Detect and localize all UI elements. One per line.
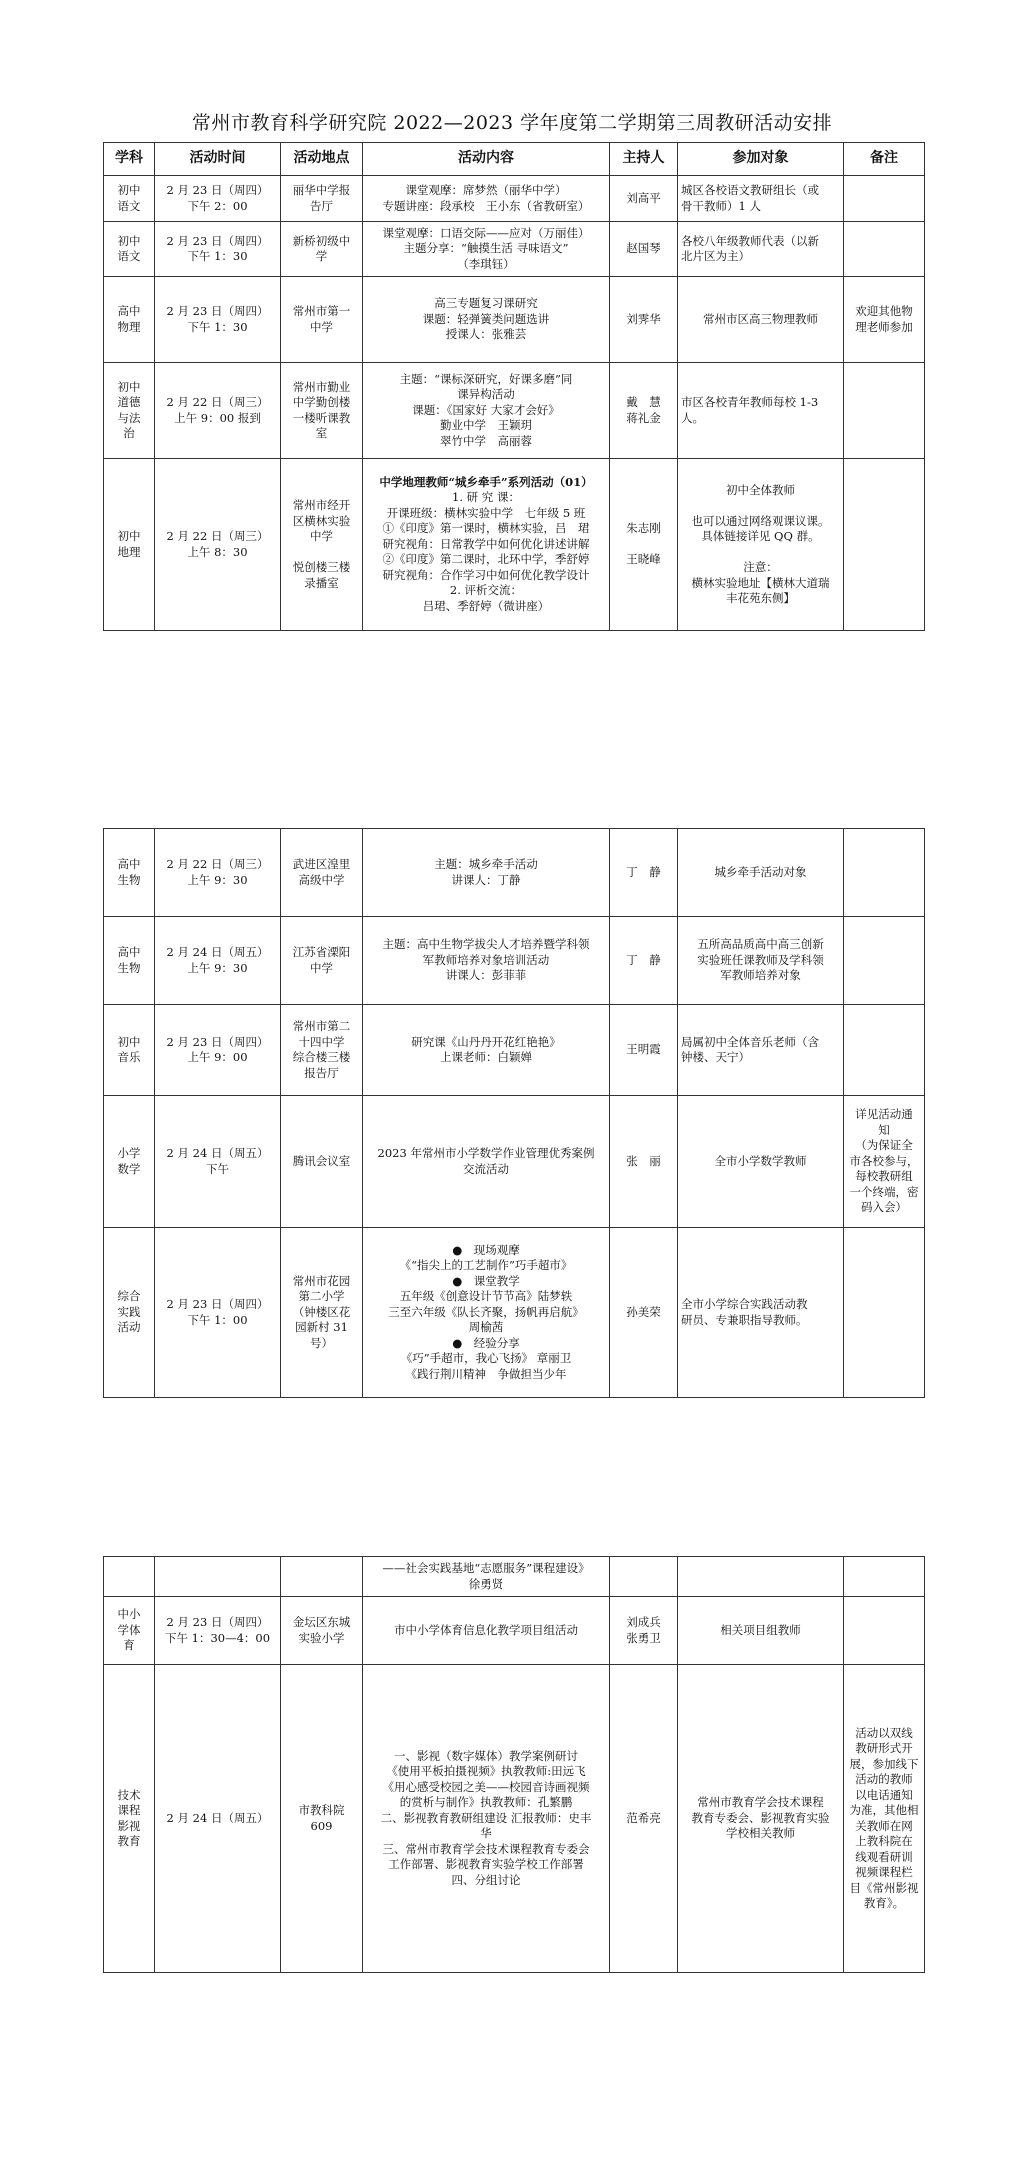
- cell-content: 主题：高中生物学拔尖人才培养暨学科领 军教师培养对象培训活动 讲课人：彭菲菲: [363, 917, 610, 1005]
- cell-subject: 高中 生物: [104, 917, 155, 1005]
- cell-place: 常州市花园 第二小学 （钟楼区花 园新村 31 号）: [281, 1228, 363, 1398]
- table-row: [104, 176, 925, 222]
- cell-host: 朱志刚 王晓峰: [610, 459, 678, 631]
- cell-note: [844, 1228, 925, 1398]
- cell-place: 常州市第一 中学: [281, 277, 363, 363]
- cell-time: 2 月 24 日（周五） 上午 9：30: [155, 917, 281, 1005]
- cell-time: 2 月 24 日（周五）: [155, 1665, 281, 1973]
- cell-content: ● 现场观摩 《“指尖上的工艺制作”巧手超市》 ● 课堂教学 五年级《创意设计节节高》陆梦轶 三至六年级《队长齐聚，扬帆再启航》 周榆茜 ● 经验分享 《巧”手超市，我心飞扬》 章丽卫 《践行荆川精神 争做担当少年: [363, 1228, 610, 1398]
- table-row: [104, 459, 925, 631]
- cell-time: [155, 1557, 281, 1597]
- table-row: [104, 917, 925, 1005]
- cell-content: 高三专题复习课研究 课题：轻弹簧类问题选讲 授课人：张雅芸: [363, 277, 610, 363]
- cell-target: 市区各校青年教师每校 1-3 人。: [678, 363, 844, 459]
- cell-time: 2 月 23 日（周四） 下午 1：30—4：00: [155, 1597, 281, 1665]
- header-time: 活动时间: [155, 143, 281, 176]
- table-row: [104, 363, 925, 459]
- cell-note: 详见活动通 知 （为保证全 市各校参与， 每校教研组 一个终端，密 码入会）: [844, 1096, 925, 1228]
- cell-subject: 初中 语文: [104, 176, 155, 222]
- cell-host: [610, 1557, 678, 1597]
- cell-target: 局属初中全体音乐老师（含 钟楼、天宁）: [678, 1005, 844, 1096]
- header-subject: 学科: [104, 143, 155, 176]
- cell-subject: [104, 1557, 155, 1597]
- header-note: 备注: [844, 143, 925, 176]
- cell-host: 刘高平: [610, 176, 678, 222]
- cell-target: 相关项目组教师: [678, 1597, 844, 1665]
- cell-subject: 高中 生物: [104, 829, 155, 917]
- cell-place: 市教科院 609: [281, 1665, 363, 1973]
- cell-time: 2 月 22 日（周三） 上午 9：00 报到: [155, 363, 281, 459]
- cell-note: 欢迎其他物 理老师参加: [844, 277, 925, 363]
- cell-host: 张 丽: [610, 1096, 678, 1228]
- cell-content: 一、影视（数字媒体）教学案例研讨 《使用平板拍摄视频》执教教师:田远飞 《用心感受校园之美——校园音诗画视频 的赏析与制作》执教教师：孔繁鹏 二、影视教育教研组建设 汇报教师：史丰 华 三、常州市教育学会技术课程教育专委会 工作部署、影视教育实验学校工作部署 四、分组讨论: [363, 1665, 610, 1973]
- cell-note: 活动以双线 教研形式开 展，参加线下 活动的教师 以电话通知 为准，其他相 关教师在网 上教科院在 线观看研训 视频课程栏 目《常州影视 教育》。: [844, 1665, 925, 1973]
- table-row: [104, 222, 925, 277]
- cell-subject: 高中 物理: [104, 277, 155, 363]
- table-header-row: [104, 143, 925, 176]
- cell-subject: 初中 地理: [104, 459, 155, 631]
- cell-host: 刘霁华: [610, 277, 678, 363]
- cell-place: 金坛区东城 实验小学: [281, 1597, 363, 1665]
- table-row: [104, 1096, 925, 1228]
- cell-time: 2 月 24 日（周五） 下午: [155, 1096, 281, 1228]
- table-row: [104, 1005, 925, 1096]
- cell-content: 课堂观摩：口语交际——应对（万丽佳） 主题分享：“触摸生活 寻味语文” （李琪钰）: [363, 222, 610, 277]
- header-place: 活动地点: [281, 143, 363, 176]
- cell-place: 常州市经开 区横林实验 中学 悦创楼三楼 录播室: [281, 459, 363, 631]
- header-target: 参加对象: [678, 143, 844, 176]
- cell-subject: 初中 道德 与法 治: [104, 363, 155, 459]
- cell-time: 2 月 23 日（周四） 下午 1：30: [155, 222, 281, 277]
- cell-time: 2 月 23 日（周四） 下午 1：30: [155, 277, 281, 363]
- cell-place: 新桥初级中 学: [281, 222, 363, 277]
- cell-content: 主题：“课标深研究，好课多磨”同 课异构活动 课题：《国家好 大家才会好》 勤业中学 王颖玥 翠竹中学 高丽蓉: [363, 363, 610, 459]
- cell-host: 丁 静: [610, 829, 678, 917]
- table-row: [104, 1228, 925, 1398]
- cell-subject: 初中 音乐: [104, 1005, 155, 1096]
- cell-target: 全市小学数学教师: [678, 1096, 844, 1228]
- cell-note: [844, 1005, 925, 1096]
- cell-place: 武进区湟里 高级中学: [281, 829, 363, 917]
- activity-series-title: 中学地理教师“城乡牵手”系列活动（01）: [379, 474, 593, 489]
- schedule-table-page3: [103, 1556, 925, 1973]
- cell-note: [844, 1597, 925, 1665]
- cell-host: 孙美荣: [610, 1228, 678, 1398]
- cell-content: 课堂观摩：席梦然（丽华中学） 专题讲座：段承校 王小东（省教研室）: [363, 176, 610, 222]
- cell-note: [844, 459, 925, 631]
- cell-note: [844, 917, 925, 1005]
- cell-target: 城区各校语文教研组长（或 骨干教师）1 人: [678, 176, 844, 222]
- schedule-table-page2: [103, 828, 925, 1398]
- cell-place: 江苏省溧阳 中学: [281, 917, 363, 1005]
- header-host: 主持人: [610, 143, 678, 176]
- cell-place: [281, 1557, 363, 1597]
- cell-subject: 综合 实践 活动: [104, 1228, 155, 1398]
- cell-target: [678, 1557, 844, 1597]
- table-row: [104, 277, 925, 363]
- cell-place: 腾讯会议室: [281, 1096, 363, 1228]
- cell-content: 中学地理教师“城乡牵手”系列活动（01） 1. 研 究 课： 开课班级：横林实验中学 七年级 5 班 ①《印度》第一课时，横林实验，吕 珺 研究视角：日常教学中如何优化讲述讲解 ②《印度》第二课时，北环中学，季舒婷 研究视角：合作学习中如何优化教学设计 2. 评析交流： 吕珺、季舒婷（微讲座）: [363, 459, 610, 631]
- cell-note: [844, 363, 925, 459]
- cell-time: 2 月 22 日（周三） 上午 8：30: [155, 459, 281, 631]
- cell-note: [844, 1557, 925, 1597]
- table-row: [104, 1665, 925, 1973]
- cell-content: 研究课《山丹丹开花红艳艳》 上课老师：白颖婵: [363, 1005, 610, 1096]
- table-row: [104, 1557, 925, 1597]
- cell-host: 赵国琴: [610, 222, 678, 277]
- cell-content: 2023 年常州市小学数学作业管理优秀案例 交流活动: [363, 1096, 610, 1228]
- cell-note: [844, 176, 925, 222]
- cell-content: 市中小学体育信息化教学项目组活动: [363, 1597, 610, 1665]
- cell-content: ——社会实践基地“志愿服务”课程建设》 徐勇贤: [363, 1557, 610, 1597]
- page-title: 常州市教育科学研究院 2022—2023 学年度第二学期第三周教研活动安排: [191, 112, 833, 134]
- cell-target: 初中全体教师 也可以通过网络观课议课。 具体链接详见 QQ 群。 注意： 横林实验地址【横林大道瑞 丰花苑东侧】: [678, 459, 844, 631]
- cell-host: 王明霞: [610, 1005, 678, 1096]
- cell-place: 常州市第二 十四中学 综合楼三楼 报告厅: [281, 1005, 363, 1096]
- cell-subject: 中小 学体 育: [104, 1597, 155, 1665]
- cell-host: 刘成兵 张勇卫: [610, 1597, 678, 1665]
- cell-target: 全市小学综合实践活动教 研员、专兼职指导教师。: [678, 1228, 844, 1398]
- cell-content: 主题：城乡牵手活动 讲课人：丁静: [363, 829, 610, 917]
- cell-host: 戴 慧 蒋礼金: [610, 363, 678, 459]
- cell-host: 范希亮: [610, 1665, 678, 1973]
- cell-target: 城乡牵手活动对象: [678, 829, 844, 917]
- cell-time: 2 月 23 日（周四） 上午 9：00: [155, 1005, 281, 1096]
- cell-host: 丁 静: [610, 917, 678, 1005]
- table-row: [104, 829, 925, 917]
- cell-target: 五所高品质高中高三创新 实验班任课教师及学科领 军教师培养对象: [678, 917, 844, 1005]
- schedule-table-page1: [103, 142, 925, 631]
- cell-note: [844, 222, 925, 277]
- cell-place: 常州市勤业 中学勤创楼 一楼听课教 室: [281, 363, 363, 459]
- cell-target: 常州市教育学会技术课程 教育专委会、影视教育实验 学校相关教师: [678, 1665, 844, 1973]
- cell-target: 各校八年级教师代表（以新 北片区为主）: [678, 222, 844, 277]
- cell-place: 丽华中学报 告厅: [281, 176, 363, 222]
- cell-subject: 初中 语文: [104, 222, 155, 277]
- header-content: 活动内容: [363, 143, 610, 176]
- cell-time: 2 月 23 日（周四） 下午 1：00: [155, 1228, 281, 1398]
- cell-note: [844, 829, 925, 917]
- cell-time: 2 月 23 日（周四） 下午 2：00: [155, 176, 281, 222]
- table-row: [104, 1597, 925, 1665]
- cell-time: 2 月 22 日（周三） 上午 9：30: [155, 829, 281, 917]
- cell-subject: 技术 课程 影视 教育: [104, 1665, 155, 1973]
- cell-subject: 小学 数学: [104, 1096, 155, 1228]
- cell-target: 常州市区高三物理教师: [678, 277, 844, 363]
